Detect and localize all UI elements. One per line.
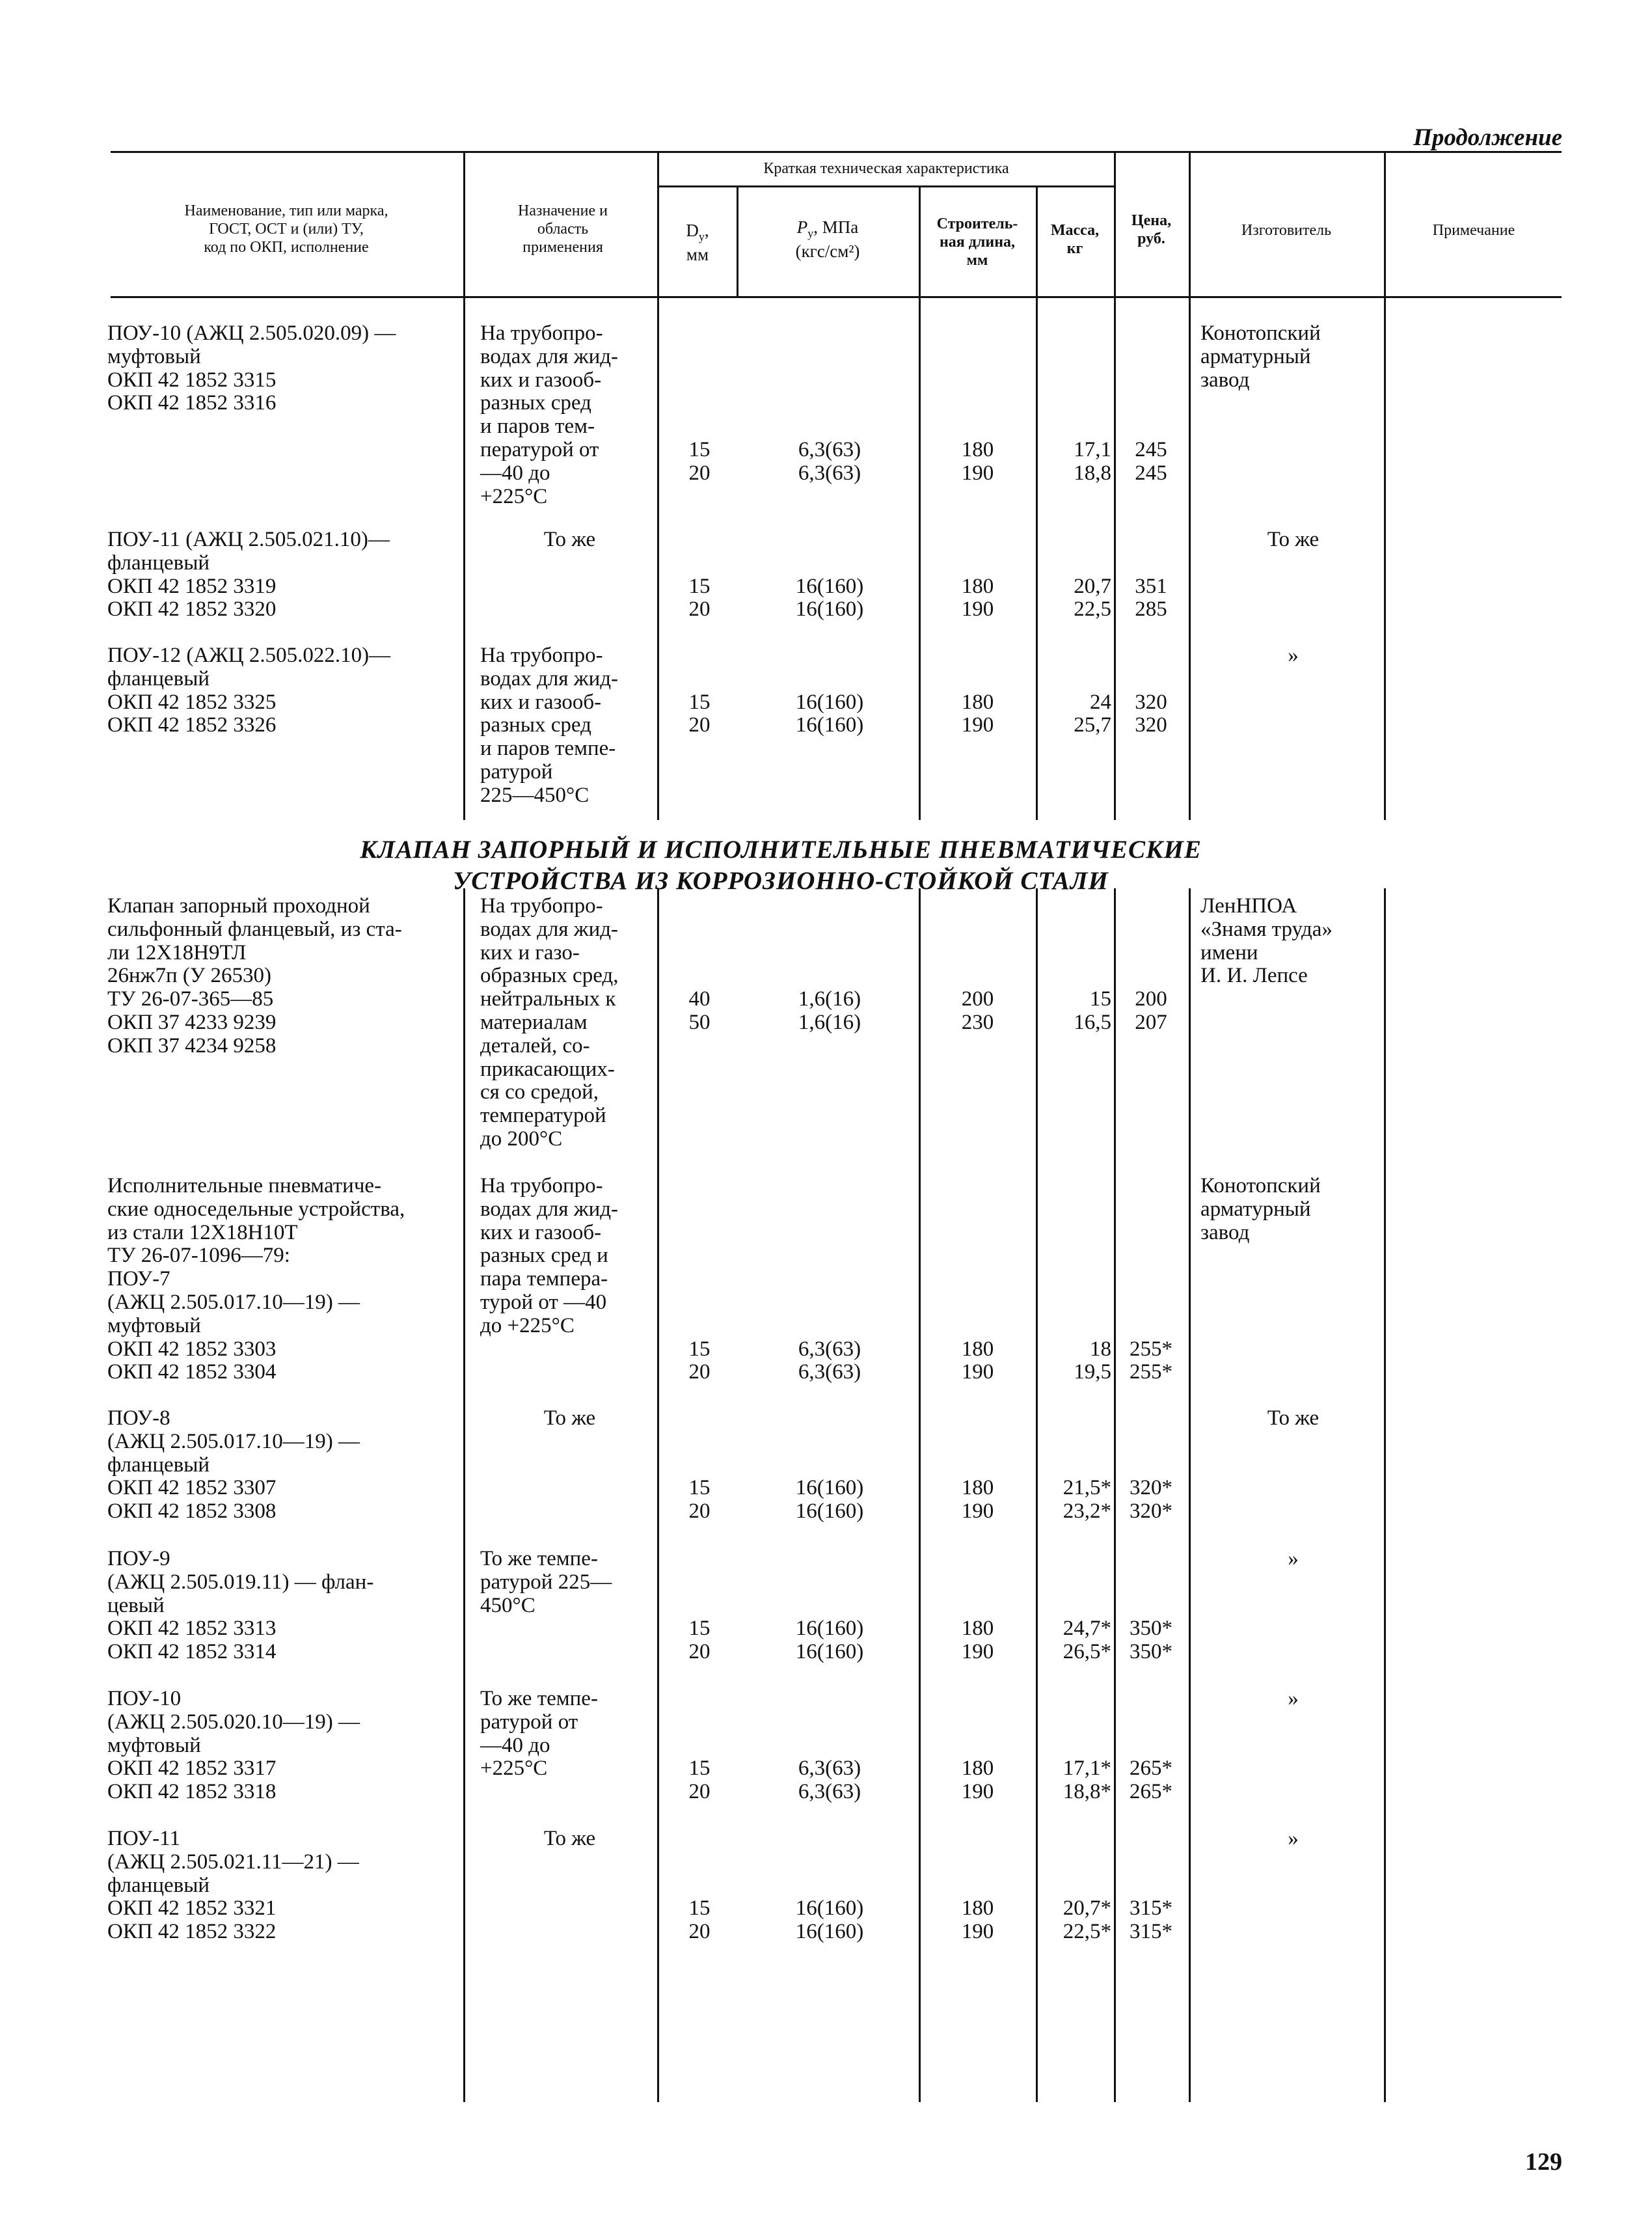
- py-line: 16(160): [795, 1476, 864, 1500]
- length-line: 180: [961, 1757, 994, 1781]
- length-line: 190: [961, 1360, 994, 1384]
- py-line: 1,6(16): [798, 987, 861, 1011]
- price-line: 315*: [1130, 1920, 1172, 1944]
- maker-line: То же: [1267, 528, 1320, 551]
- name-line: фланцевый: [107, 551, 210, 575]
- py-line: 6,3(63): [798, 1757, 861, 1781]
- purpose-line: На трубопро-: [480, 321, 603, 345]
- mass-line: 25,7: [1074, 713, 1111, 737]
- cell-name: [107, 1407, 462, 1524]
- cell-dy: [660, 575, 738, 622]
- length-line: 180: [961, 438, 994, 461]
- py-line: 16(160): [795, 1896, 864, 1921]
- dy-line: 15: [688, 574, 711, 598]
- header-dy: $D_у$, мм: [686, 221, 709, 265]
- column-rule: [463, 888, 465, 2102]
- cell-mass: [1038, 1897, 1111, 1944]
- cell-mass: [1038, 1477, 1111, 1524]
- mass-line: 21,5*: [1063, 1476, 1111, 1500]
- price-line: 351: [1135, 574, 1167, 598]
- length-line: 190: [961, 461, 994, 485]
- cell-length: [921, 691, 1035, 738]
- name-line: ОКП 42 1852 3325: [107, 690, 277, 714]
- price-line: 200: [1135, 987, 1167, 1011]
- cell-price: [1117, 1477, 1185, 1524]
- dy-line: 15: [688, 1896, 711, 1921]
- cell-purpose: [480, 528, 659, 552]
- purpose-line: разных сред и: [480, 1244, 608, 1268]
- price-line: 265*: [1130, 1757, 1172, 1781]
- price-line: 315*: [1130, 1896, 1172, 1921]
- dy-line: 50: [688, 1010, 711, 1034]
- dy-line: 15: [688, 1617, 711, 1641]
- name-line: фланцевый: [107, 666, 210, 691]
- cell-mass: [1038, 691, 1111, 738]
- cell-maker: [1200, 1407, 1386, 1430]
- cell-length: [921, 988, 1035, 1035]
- cell-name: [107, 1827, 462, 1944]
- cell-py: [742, 1757, 917, 1804]
- purpose-line: На трубопро-: [480, 644, 603, 667]
- purpose-line: ратурой от: [480, 1710, 578, 1734]
- name-line: ОКП 37 4233 9239: [107, 1010, 277, 1034]
- header-note: Примечание: [1432, 222, 1515, 239]
- cell-maker: [1200, 528, 1386, 552]
- purpose-line: 450°С: [480, 1593, 535, 1617]
- mass-line: 16,5: [1074, 1010, 1111, 1034]
- mass-line: 18: [1090, 1337, 1111, 1361]
- cell-purpose: [480, 1407, 659, 1430]
- length-line: 190: [961, 713, 994, 737]
- header-price: Цена, руб.: [1131, 212, 1172, 247]
- cell-maker: [1200, 1827, 1386, 1851]
- mass-line: 18,8*: [1063, 1780, 1111, 1804]
- name-line: фланцевый: [107, 1873, 210, 1897]
- cell-mass: [1038, 988, 1111, 1035]
- header-mass: Масса, кг: [1050, 222, 1100, 257]
- purpose-line: ких и газо-: [480, 940, 580, 964]
- mass-line: 20,7*: [1063, 1896, 1111, 1921]
- dy-line: 20: [688, 461, 711, 485]
- maker-line: »: [1288, 644, 1299, 667]
- purpose-line: То же: [543, 1827, 596, 1850]
- cell-name: [107, 528, 462, 622]
- header-length: Строитель- ная длина, мм: [936, 215, 1018, 269]
- purpose-line: водах для жид-: [480, 1197, 619, 1221]
- py-line: 6,3(63): [798, 1360, 861, 1384]
- maker-line: ЛенНПОА: [1200, 894, 1297, 918]
- name-line: ОКП 42 1852 3308: [107, 1499, 277, 1524]
- length-line: 190: [961, 1780, 994, 1804]
- cell-price: [1117, 575, 1185, 622]
- cell-maker: [1200, 322, 1386, 392]
- column-rule: [1114, 888, 1116, 2102]
- cell-py: [742, 439, 917, 485]
- price-line: 320*: [1130, 1499, 1172, 1524]
- cell-purpose: [480, 895, 659, 1151]
- cell-length: [921, 1477, 1035, 1524]
- purpose-line: деталей, со-: [480, 1033, 590, 1058]
- cell-py: [742, 1897, 917, 1944]
- purpose-line: водах для жид-: [480, 666, 619, 691]
- name-line: ОКП 42 1852 3319: [107, 574, 277, 598]
- name-line: ОКП 42 1852 3304: [107, 1360, 277, 1384]
- price-line: 285: [1135, 597, 1167, 622]
- continuation-label: Продолжение: [1413, 124, 1562, 151]
- purpose-line: температурой: [480, 1104, 606, 1128]
- purpose-line: разных сред: [480, 713, 591, 737]
- purpose-line: +225°С: [480, 1757, 548, 1781]
- header-purpose: Назначение и область применения: [518, 202, 608, 256]
- py-line: 16(160): [795, 574, 864, 598]
- length-line: 190: [961, 1640, 994, 1664]
- cell-mass: [1038, 1617, 1111, 1664]
- name-line: Клапан запорный проходной: [107, 894, 370, 918]
- length-line: 190: [961, 1499, 994, 1524]
- py-line: 6,3(63): [798, 461, 861, 485]
- cell-dy: [660, 1757, 738, 1804]
- name-line: ОКП 42 1852 3326: [107, 713, 277, 737]
- column-rule: [1036, 185, 1038, 820]
- maker-line: арматурный: [1200, 1197, 1311, 1221]
- cell-length: [921, 1897, 1035, 1944]
- cell-length: [921, 1617, 1035, 1664]
- name-line: муфтовый: [107, 1733, 201, 1757]
- cell-maker: [1200, 644, 1386, 668]
- group-header-rule: [657, 185, 1116, 187]
- maker-line: »: [1288, 1827, 1299, 1850]
- section-title: КЛАПАН ЗАПОРНЫЙ И ИСПОЛНИТЕЛЬНЫЕ ПНЕВМАТИЧЕСКИЕ УСТРОЙСТВА ИЗ КОРРОЗИОННО-СТОЙКОЙ СТАЛИ: [360, 836, 1202, 895]
- length-line: 190: [961, 1920, 994, 1944]
- purpose-line: водах для жид-: [480, 917, 619, 941]
- column-rule: [1384, 888, 1386, 2102]
- table-top-rule: [111, 151, 1562, 153]
- maker-line: завод: [1200, 368, 1250, 392]
- price-line: 320*: [1130, 1476, 1172, 1500]
- name-line: ОКП 42 1852 3313: [107, 1617, 277, 1641]
- column-rule: [1036, 888, 1038, 2102]
- cell-name: [107, 1688, 462, 1804]
- length-line: 180: [961, 690, 994, 714]
- cell-length: [921, 575, 1035, 622]
- dy-line: 20: [688, 1640, 711, 1664]
- name-line: ТУ 26-07-1096—79:: [107, 1244, 290, 1268]
- dy-line: 15: [688, 1757, 711, 1781]
- cell-dy: [660, 1338, 738, 1385]
- price-line: 255*: [1130, 1360, 1172, 1384]
- name-line: ОКП 42 1852 3316: [107, 391, 277, 415]
- cell-length: [921, 1757, 1035, 1804]
- purpose-line: ких и газооб-: [480, 368, 602, 392]
- dy-line: 15: [688, 438, 711, 461]
- py-line: 1,6(16): [798, 1010, 861, 1034]
- name-line: 26нж7п (У 26530): [107, 964, 271, 988]
- name-line: ОКП 42 1852 3303: [107, 1337, 277, 1361]
- purpose-line: пара темпера-: [480, 1267, 608, 1291]
- maker-line: «Знамя труда»: [1200, 917, 1333, 941]
- mass-line: 20,7: [1074, 574, 1111, 598]
- cell-maker: [1200, 1688, 1386, 1711]
- purpose-line: до 200°С: [480, 1127, 563, 1151]
- cell-name: [107, 895, 462, 1058]
- cell-py: [742, 1477, 917, 1524]
- cell-maker: [1200, 1548, 1386, 1571]
- mass-line: 15: [1090, 987, 1111, 1011]
- purpose-line: То же темпе-: [480, 1547, 598, 1570]
- maker-line: И. И. Лепсе: [1200, 964, 1308, 988]
- price-line: 245: [1135, 438, 1167, 461]
- cell-length: [921, 439, 1035, 485]
- purpose-line: —40 до: [480, 461, 550, 485]
- mass-line: 22,5*: [1063, 1920, 1111, 1944]
- price-line: 265*: [1130, 1780, 1172, 1804]
- price-line: 255*: [1130, 1337, 1172, 1361]
- name-line: ОКП 42 1852 3314: [107, 1640, 277, 1664]
- cell-name: [107, 1175, 462, 1384]
- price-line: 320: [1135, 713, 1167, 737]
- py-line: 6,3(63): [798, 1337, 861, 1361]
- cell-price: [1117, 1338, 1185, 1385]
- cell-mass: [1038, 575, 1111, 622]
- dy-line: 20: [688, 1360, 711, 1384]
- name-line: (АЖЦ 2.505.019.11) — флан-: [107, 1570, 374, 1594]
- price-line: 350*: [1130, 1617, 1172, 1641]
- name-line: ОКП 42 1852 3317: [107, 1757, 277, 1781]
- header-bottom-rule: [111, 296, 1562, 298]
- cell-dy: [660, 439, 738, 485]
- cell-price: [1117, 988, 1185, 1035]
- maker-line: »: [1288, 1687, 1299, 1710]
- name-line: (АЖЦ 2.505.017.10—19) —: [107, 1290, 360, 1314]
- maker-line: Конотопский: [1200, 1174, 1321, 1197]
- mass-line: 23,2*: [1063, 1499, 1111, 1524]
- page-number: 129: [1525, 2148, 1562, 2176]
- cell-py: [742, 1617, 917, 1664]
- column-rule: [1189, 888, 1191, 2102]
- py-line: 16(160): [795, 1499, 864, 1524]
- cell-py: [742, 1338, 917, 1385]
- name-line: ОКП 42 1852 3307: [107, 1476, 277, 1500]
- cell-purpose: [480, 1548, 659, 1617]
- length-line: 180: [961, 1337, 994, 1361]
- length-line: 200: [961, 987, 994, 1011]
- purpose-line: +225°С: [480, 484, 548, 508]
- cell-name: [107, 644, 462, 737]
- name-line: из стали 12Х18Н10Т: [107, 1220, 298, 1244]
- py-line: 16(160): [795, 597, 864, 622]
- header-maker: Изготовитель: [1241, 222, 1332, 239]
- column-rule: [1384, 151, 1386, 820]
- length-line: 180: [961, 1896, 994, 1921]
- purpose-line: На трубопро-: [480, 894, 603, 918]
- price-line: 320: [1135, 690, 1167, 714]
- cell-purpose: [480, 322, 659, 508]
- name-line: ПОУ-11: [107, 1827, 180, 1850]
- cell-mass: [1038, 1757, 1111, 1804]
- cell-price: [1117, 439, 1185, 485]
- purpose-line: ся со средой,: [480, 1080, 599, 1104]
- length-line: 230: [961, 1010, 994, 1034]
- cell-py: [742, 691, 917, 738]
- header-py: $P_у$, МПа (кгс/см²): [795, 217, 860, 262]
- name-line: ли 12Х18Н9ТЛ: [107, 940, 247, 964]
- mass-line: 19,5: [1074, 1360, 1111, 1384]
- maker-line: имени: [1200, 940, 1258, 964]
- cell-purpose: [480, 1688, 659, 1781]
- column-rule: [1114, 151, 1116, 820]
- cell-dy: [660, 1617, 738, 1664]
- maker-line: арматурный: [1200, 344, 1311, 368]
- purpose-line: образных сред,: [480, 964, 619, 988]
- name-line: (АЖЦ 2.505.021.11—21) —: [107, 1850, 359, 1874]
- maker-line: »: [1288, 1547, 1299, 1570]
- name-line: ОКП 42 1852 3320: [107, 597, 277, 622]
- name-line: ТУ 26-07-365—85: [107, 987, 274, 1011]
- mass-line: 18,8: [1074, 461, 1111, 485]
- purpose-line: разных сред: [480, 391, 591, 415]
- mass-line: 22,5: [1074, 597, 1111, 622]
- purpose-line: На трубопро-: [480, 1174, 603, 1197]
- cell-purpose: [480, 1827, 659, 1851]
- cell-maker: [1200, 895, 1386, 988]
- name-line: ПОУ-7: [107, 1267, 170, 1291]
- name-line: Исполнительные пневматиче-: [107, 1174, 382, 1197]
- dy-line: 20: [688, 1920, 711, 1944]
- length-line: 180: [961, 1617, 994, 1641]
- py-line: 16(160): [795, 1920, 864, 1944]
- dy-line: 20: [688, 597, 711, 622]
- cell-length: [921, 1338, 1035, 1385]
- maker-line: То же: [1267, 1406, 1320, 1430]
- name-line: ПОУ-10 (АЖЦ 2.505.020.09) —: [107, 321, 396, 345]
- name-line: фланцевый: [107, 1453, 210, 1477]
- py-line: 6,3(63): [798, 438, 861, 461]
- length-line: 190: [961, 597, 994, 622]
- purpose-line: турой от —40: [480, 1290, 607, 1314]
- cell-dy: [660, 988, 738, 1035]
- name-line: ОКП 37 4234 9258: [107, 1033, 277, 1058]
- header-name: Наименование, тип или марка, ГОСТ, ОСТ и (или) ТУ, код по ОКП, исполнение: [184, 202, 388, 256]
- cell-mass: [1038, 1338, 1111, 1385]
- name-line: ПОУ-10: [107, 1687, 182, 1710]
- name-line: (АЖЦ 2.505.020.10—19) —: [107, 1710, 360, 1734]
- name-line: цевый: [107, 1593, 165, 1617]
- dy-line: 20: [688, 713, 711, 737]
- column-rule: [1189, 151, 1191, 820]
- price-line: 207: [1135, 1010, 1167, 1034]
- cell-maker: [1200, 1175, 1386, 1244]
- header-group: Краткая техническая характеристика: [763, 160, 1009, 177]
- cell-name: [107, 1548, 462, 1664]
- cell-price: [1117, 1617, 1185, 1664]
- purpose-line: ких и газооб-: [480, 1220, 602, 1244]
- purpose-line: и паров тем-: [480, 415, 595, 439]
- name-line: ПОУ-9: [107, 1547, 170, 1570]
- length-line: 180: [961, 574, 994, 598]
- purpose-line: до +225°С: [480, 1313, 575, 1337]
- name-line: ПОУ-12 (АЖЦ 2.505.022.10)—: [107, 644, 391, 667]
- name-line: муфтовый: [107, 344, 201, 368]
- dy-line: 15: [688, 690, 711, 714]
- length-line: 180: [961, 1476, 994, 1500]
- name-line: сильфонный фланцевый, из ста-: [107, 917, 402, 941]
- py-line: 6,3(63): [798, 1780, 861, 1804]
- cell-py: [742, 575, 917, 622]
- purpose-line: —40 до: [480, 1733, 550, 1757]
- dy-line: 20: [688, 1780, 711, 1804]
- cell-price: [1117, 1757, 1185, 1804]
- mass-line: 26,5*: [1063, 1640, 1111, 1664]
- py-line: 16(160): [795, 1640, 864, 1664]
- maker-line: завод: [1200, 1220, 1250, 1244]
- column-rule: [463, 151, 465, 820]
- cell-price: [1117, 691, 1185, 738]
- purpose-line: и паров темпе-: [480, 737, 616, 761]
- purpose-line: материалам: [480, 1010, 588, 1034]
- name-line: ОКП 42 1852 3321: [107, 1896, 277, 1921]
- cell-dy: [660, 1897, 738, 1944]
- maker-line: Конотопский: [1200, 321, 1321, 345]
- name-line: ОКП 42 1852 3322: [107, 1920, 277, 1944]
- purpose-line: ких и газооб-: [480, 690, 602, 714]
- name-line: (АЖЦ 2.505.017.10—19) —: [107, 1429, 360, 1453]
- mass-line: 17,1*: [1063, 1757, 1111, 1781]
- cell-dy: [660, 691, 738, 738]
- cell-purpose: [480, 1175, 659, 1338]
- dy-line: 40: [688, 987, 711, 1011]
- purpose-line: То же: [543, 528, 596, 551]
- py-line: 16(160): [795, 690, 864, 714]
- mass-line: 17,1: [1074, 438, 1111, 461]
- cell-name: [107, 322, 462, 415]
- purpose-line: нейтральных к: [480, 987, 616, 1011]
- py-line: 16(160): [795, 1617, 864, 1641]
- purpose-line: 225—450°С: [480, 783, 589, 807]
- purpose-line: прикасающих-: [480, 1057, 615, 1081]
- py-line: 16(160): [795, 713, 864, 737]
- dy-line: 15: [688, 1337, 711, 1361]
- purpose-line: ратурой 225—: [480, 1570, 612, 1594]
- price-line: 245: [1135, 461, 1167, 485]
- purpose-line: ратурой: [480, 759, 553, 784]
- cell-price: [1117, 1897, 1185, 1944]
- name-line: ОКП 42 1852 3315: [107, 368, 277, 392]
- mass-line: 24: [1090, 690, 1111, 714]
- purpose-line: водах для жид-: [480, 344, 619, 368]
- price-line: 350*: [1130, 1640, 1172, 1664]
- name-line: ПОУ-11 (АЖЦ 2.505.021.10)—: [107, 528, 390, 551]
- purpose-line: То же: [543, 1406, 596, 1430]
- cell-dy: [660, 1477, 738, 1524]
- cell-mass: [1038, 439, 1111, 485]
- name-line: ские односедельные устройства,: [107, 1197, 405, 1221]
- purpose-line: То же темпе-: [480, 1687, 598, 1710]
- name-line: ПОУ-8: [107, 1406, 170, 1430]
- cell-py: [742, 988, 917, 1035]
- mass-line: 24,7*: [1063, 1617, 1111, 1641]
- name-line: ОКП 42 1852 3318: [107, 1780, 277, 1804]
- purpose-line: пературой от: [480, 437, 599, 461]
- dy-line: 15: [688, 1476, 711, 1500]
- dy-line: 20: [688, 1499, 711, 1524]
- cell-purpose: [480, 644, 659, 808]
- name-line: муфтовый: [107, 1313, 201, 1337]
